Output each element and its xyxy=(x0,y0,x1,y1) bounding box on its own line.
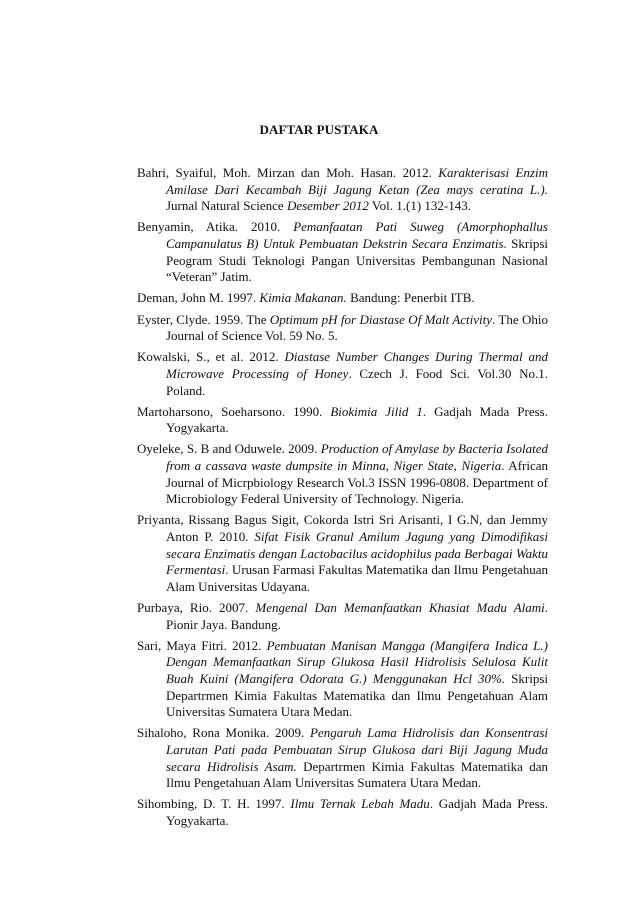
reference-source: . Skripsi Peogram Studi Teknologi Pangan Universitas Pembangunan Nasional “Veteran” Jatim. xyxy=(166,235,549,285)
reference-title: Karakterisasi Enzim Amilase Dari Kecambah Biji Jagung Ketan (Zea mays ceratina L.). xyxy=(166,165,548,197)
reference-entry xyxy=(137,600,548,633)
reference-author-year: Sihaloho, Rona Monika. 2009. xyxy=(137,725,311,741)
reference-source: . Gadjah Mada Press. Yogyakarta. xyxy=(166,796,549,828)
reference-source: . Urusan Farmasi Fakultas Matematika dan Ilmu Pengetahuan Alam Universitas Udayana. xyxy=(166,562,548,594)
reference-title: Optimum pH for Diastase Of Malt Activity xyxy=(269,311,493,327)
reference-author-year: Eyster, Clyde. 1959. The xyxy=(137,311,270,327)
reference-volume: Vol. 1.(1) 132-143. xyxy=(368,198,471,214)
reference-title: Ilmu Ternak Lebah Madu xyxy=(290,796,430,812)
reference-title: Production of Amylase by Bacteria Isolated from a cassava waste dumpsite in Minna, Niger State, Nigeria xyxy=(166,441,549,474)
reference-entry xyxy=(137,796,548,829)
reference-author-year: Priyanta, Rissang Bagus Sigit, Cokorda Istri Sri Arisanti, I G.N, dan Jemmy Anton P. 2010. xyxy=(137,512,548,545)
reference-entry xyxy=(137,165,548,215)
reference-source: . African Journal of Micrpbiology Research Vol.3 ISSN 1996-0808. Department of Microbiology Federal University of Technology. Nigeria. xyxy=(166,458,549,507)
reference-list xyxy=(137,165,548,834)
reference-title: Kimia Makanan. xyxy=(259,290,347,306)
reference-source: . Pionir Jaya. Bandung. xyxy=(166,600,549,632)
reference-title: Biokimia Jilid 1 xyxy=(330,403,423,419)
reference-source: Bandung: Penerbit ITB. xyxy=(346,290,475,306)
reference-title: Diastase Number Changes During Thermal and Microwave Processing of Honey xyxy=(166,349,548,381)
reference-title: Pembuatan Manisan Mangga (Mangifera Indica L.) Dengan Memanfaatkan Sirup Glukosa Hasil Hidrolisis Selulosa Kulit Buah Kuini (Mangifera Odorata G.) Menggunakan Hcl 30%. xyxy=(166,637,548,686)
reference-entry xyxy=(137,638,548,721)
reference-entry xyxy=(137,290,548,307)
reference-author-year: Martoharsono, Soeharsono. 1990. xyxy=(137,403,331,419)
reference-entry xyxy=(137,512,548,595)
reference-source: Departrmen Kimia Fakultas Matematika dan Ilmu Pengetahuan Alam Universitas Sumatera Utara Medan. xyxy=(166,758,549,791)
reference-entry xyxy=(137,725,548,791)
reference-title: Pemanfaatan Pati Suweg (Amorphophallus Campanulatus B) Untuk Pembuatan Dekstrin Secara Enzimatis xyxy=(166,219,548,251)
reference-entry xyxy=(137,219,548,285)
reference-source: Skripsi Departrmen Kimia Fakultas Matematika dan Ilmu Pengetahuan Alam Universitas Sumatera Utara Medan. xyxy=(166,670,548,720)
page-title: DAFTAR PUSTAKA xyxy=(259,122,379,137)
reference-author-year: Deman, John M. 1997. xyxy=(137,290,260,306)
reference-title: Pengaruh Lama Hidrolisis dan Konsentrasi Larutan Pati pada Pembuatan Sirup Glukosa dari Biji Jagung Muda secara Hidrolisis Asam. xyxy=(166,725,548,774)
reference-author-year: Oyeleke, S. B and Oduwele. 2009. xyxy=(137,441,321,457)
reference-author-year: Kowalski, S., et al. 2012. xyxy=(137,349,285,365)
reference-author-year: Benyamin, Atika. 2010. xyxy=(137,219,294,235)
reference-source: . Czech J. Food Sci. Vol.30 No.1. Poland. xyxy=(166,365,549,398)
reference-author-year: Bahri, Syaiful, Moh. Mirzan dan Moh. Hasan. 2012. xyxy=(137,165,439,180)
reference-issue-date: Desember 2012 xyxy=(286,198,369,214)
reference-title: Mengenal Dan Memanfaatkan Khasiat Madu Alami xyxy=(255,600,545,615)
reference-author-year: Sihombing, D. T. H. 1997. xyxy=(137,796,291,812)
reference-source: . Gadjah Mada Press. Yogyakarta. xyxy=(166,403,548,436)
reference-source: Jurnal Natural Science xyxy=(166,198,287,214)
reference-title: Sifat Fisik Granul Amilum Jagung yang Dimodifikasi secara Enzimatis dengan Lactobacilus acidophilus pada Berbagai Waktu Fermentasi xyxy=(166,529,548,578)
reference-entry xyxy=(137,441,548,507)
reference-author-year: Sari, Maya Fitri. 2012. xyxy=(137,637,267,653)
reference-entry xyxy=(137,349,548,399)
reference-author-year: Purbaya, Rio. 2007. xyxy=(137,600,256,615)
reference-source: . The Ohio Journal of Science Vol. 59 No. 5. xyxy=(166,311,548,344)
reference-entry xyxy=(137,312,548,345)
reference-entry xyxy=(137,404,548,437)
